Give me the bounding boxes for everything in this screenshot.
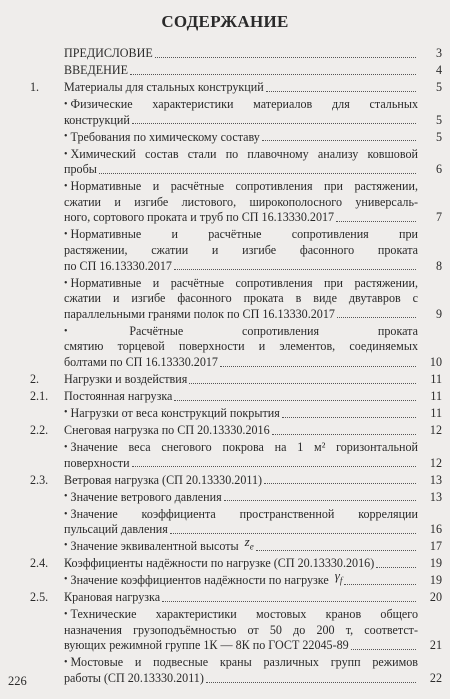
toc-page-number: 4: [435, 63, 442, 77]
toc-entry: [0, 655, 450, 686]
toc-entry-title: • Значение коэффициента пространственной корреляции пульсаций давления: [64, 506, 418, 537]
toc-entry-title: Постоянная нагрузка: [64, 389, 418, 405]
toc-entry-number: 2.1.: [30, 389, 49, 403]
dot-leader: [266, 91, 416, 92]
dot-leader: [162, 601, 416, 602]
bullet-icon: •: [64, 229, 68, 241]
bullet-icon: •: [64, 148, 68, 160]
toc-page-number: 3: [435, 46, 442, 60]
toc-entry-number: 2.3.: [30, 472, 49, 487]
toc-entry: [0, 567, 450, 589]
toc-entry: [0, 372, 450, 388]
toc-entry-number: 2.5.: [30, 590, 49, 605]
toc-entry-title: • Значение ветрового давления: [64, 490, 418, 506]
bullet-icon: •: [64, 277, 68, 289]
dot-leader: [174, 400, 416, 401]
toc-entry: [0, 473, 450, 489]
toc-entry: [0, 147, 450, 178]
dot-leader: [224, 500, 416, 501]
dot-leader: [337, 317, 416, 318]
bullet-icon: •: [64, 407, 68, 418]
toc-entry-number: 2.: [30, 372, 40, 386]
math-symbol: $z_e$: [244, 533, 254, 552]
toc-entry: [0, 507, 450, 538]
dot-leader: [189, 383, 416, 384]
bullet-icon: •: [64, 442, 68, 453]
toc-entry: [0, 227, 450, 274]
dot-leader: [351, 649, 416, 650]
toc-page-number: 8: [435, 258, 442, 273]
toc-entry: [0, 607, 450, 654]
toc-entry: [0, 406, 450, 422]
dot-leader: [130, 74, 416, 75]
bullet-icon: •: [64, 609, 68, 621]
dot-leader: [272, 434, 416, 435]
toc-entry: [0, 179, 450, 226]
math-symbol: $\gamma_f$: [334, 567, 343, 586]
toc-entry-title: • Технические характеристики мостовых кранов общего назначения грузоподъёмностью от 50 до 200 т, соответст- вующих режимной группе 1К — 8К по ГОСТ 22045-89: [64, 607, 418, 653]
dot-leader: [376, 567, 416, 568]
toc-page-number: 19: [429, 573, 442, 588]
toc-page-number: 11: [430, 372, 442, 386]
bullet-icon: •: [64, 574, 68, 586]
toc-entry: [0, 80, 450, 96]
toc-entry-title: • Мостовые и подвесные краны различных групп режимов работы (СП 20.13330.2011): [64, 655, 418, 685]
toc-entry: [0, 276, 450, 323]
toc-entry-title: • Требования по химическому составу: [64, 130, 418, 146]
toc-entry: [0, 440, 450, 471]
toc-page-number: 17: [429, 539, 442, 554]
toc-entry: [0, 556, 450, 572]
toc-page-number: 6: [435, 162, 442, 177]
dot-leader: [264, 483, 416, 484]
toc-entry-number: 1.: [30, 80, 40, 94]
bullet-icon: •: [64, 657, 68, 669]
dot-leader: [132, 466, 416, 467]
toc-entry: [0, 423, 450, 439]
toc-entry-title: • Расчётные сопротивления проката смятию торцевой поверхности и элементов, соединяемых болтами по СП 16.13330.2017: [64, 323, 418, 369]
dot-leader: [132, 123, 416, 124]
dot-leader: [344, 584, 416, 585]
toc-page-number: 13: [429, 472, 442, 487]
toc-page-number: 5: [435, 129, 442, 144]
toc-page-number: 22: [429, 670, 442, 685]
bullet-icon: •: [64, 99, 68, 110]
toc-entry: [0, 97, 450, 128]
toc-entry: [0, 130, 450, 146]
toc-entry: [0, 324, 450, 371]
toc-entry: [0, 389, 450, 405]
toc-page-number: 12: [429, 423, 442, 437]
toc-page-number: 5: [435, 112, 442, 127]
toc-page-number: 12: [429, 455, 442, 470]
toc-entry-title: ПРЕДИСЛОВИЕ: [64, 46, 418, 62]
toc-page-number: 9: [435, 306, 442, 321]
dot-leader: [256, 550, 416, 551]
dot-leader: [155, 57, 416, 58]
toc-page-number: 19: [429, 556, 442, 571]
toc-entry-title: • Физические характеристики материалов для стальных конструкций: [64, 97, 418, 127]
dot-leader: [282, 417, 416, 418]
toc-page-number: 5: [435, 80, 442, 94]
toc-page-number: 21: [429, 638, 442, 653]
toc-page-number: 7: [435, 210, 442, 225]
toc-entry-title: • Нормативные и расчётные сопротивления при растяжении, сжатии и изгибе листового, широкополосного универсаль- ного, сортового проката и труб по СП 16.13330.2017: [64, 179, 418, 225]
bullet-icon: •: [64, 508, 68, 520]
dot-leader: [220, 366, 416, 367]
bullet-icon: •: [64, 181, 68, 193]
toc-entry-title: ВВЕДЕНИЕ: [64, 63, 418, 79]
toc-entry-title: • Значение коэффициентов надёжности по нагрузке $\gamma_f$: [64, 573, 418, 589]
toc-page-number: 13: [429, 489, 442, 504]
bullet-icon: •: [64, 490, 68, 502]
dot-leader: [99, 173, 416, 174]
toc-page-number: 11: [430, 406, 442, 420]
bullet-icon: •: [64, 325, 68, 337]
dot-leader: [262, 140, 416, 141]
toc-entry-title: • Значение веса снегового покрова на 1 м² горизонтальной поверхности: [64, 440, 418, 470]
toc-page-number: 16: [429, 522, 442, 537]
toc-entry-title: Крановая нагрузка: [64, 590, 418, 606]
toc-entry-title: • Нормативные и расчётные сопротивления при растяжении, сжатии и изгибе фасонного проката в виде двутавров с параллельными гранями полок по СП 16.13330.2017: [64, 275, 418, 321]
toc-entry-title: • Значение эквивалентной высоты $z_e$: [64, 539, 418, 555]
dot-leader: [336, 221, 416, 222]
toc-entry-title: • Нормативные и расчётные сопротивления при растяжении, сжатии и изгибе фасонного проката по СП 16.13330.2017: [64, 227, 418, 273]
bullet-icon: •: [64, 540, 68, 552]
toc-entry: [0, 46, 450, 62]
toc-entry-title: Нагрузки и воздействия: [64, 372, 418, 388]
toc-page-number: 10: [429, 354, 442, 369]
page-title: СОДЕРЖАНИЕ: [161, 12, 289, 31]
bullet-icon: •: [64, 130, 68, 142]
toc-entry-title: • Нагрузки от веса конструкций покрытия: [64, 406, 418, 422]
toc-entry: [0, 533, 450, 555]
toc-entry-title: Снеговая нагрузка по СП 20.13330.2016: [64, 423, 418, 439]
toc-entry-title: Материалы для стальных конструкций: [64, 80, 418, 96]
toc-entry-number: 2.2.: [30, 423, 49, 437]
toc-entry-title: Ветровая нагрузка (СП 20.13330.2011): [64, 473, 418, 489]
dot-leader: [206, 682, 416, 683]
toc-entry-title: Коэффициенты надёжности по нагрузке (СП 20.13330.2016): [64, 556, 418, 572]
toc-entry: [0, 63, 450, 79]
toc-entry: [0, 490, 450, 506]
dot-leader: [174, 269, 416, 270]
toc-page-number: 11: [430, 389, 442, 403]
toc-entry-title: • Химический состав стали по плавочному анализу ковшовой пробы: [64, 146, 418, 177]
page-number: 226: [8, 674, 27, 688]
toc-entry-number: 2.4.: [30, 556, 49, 571]
toc-entry: [0, 590, 450, 606]
toc-page-number: 20: [429, 590, 442, 605]
dot-leader: [170, 533, 416, 534]
